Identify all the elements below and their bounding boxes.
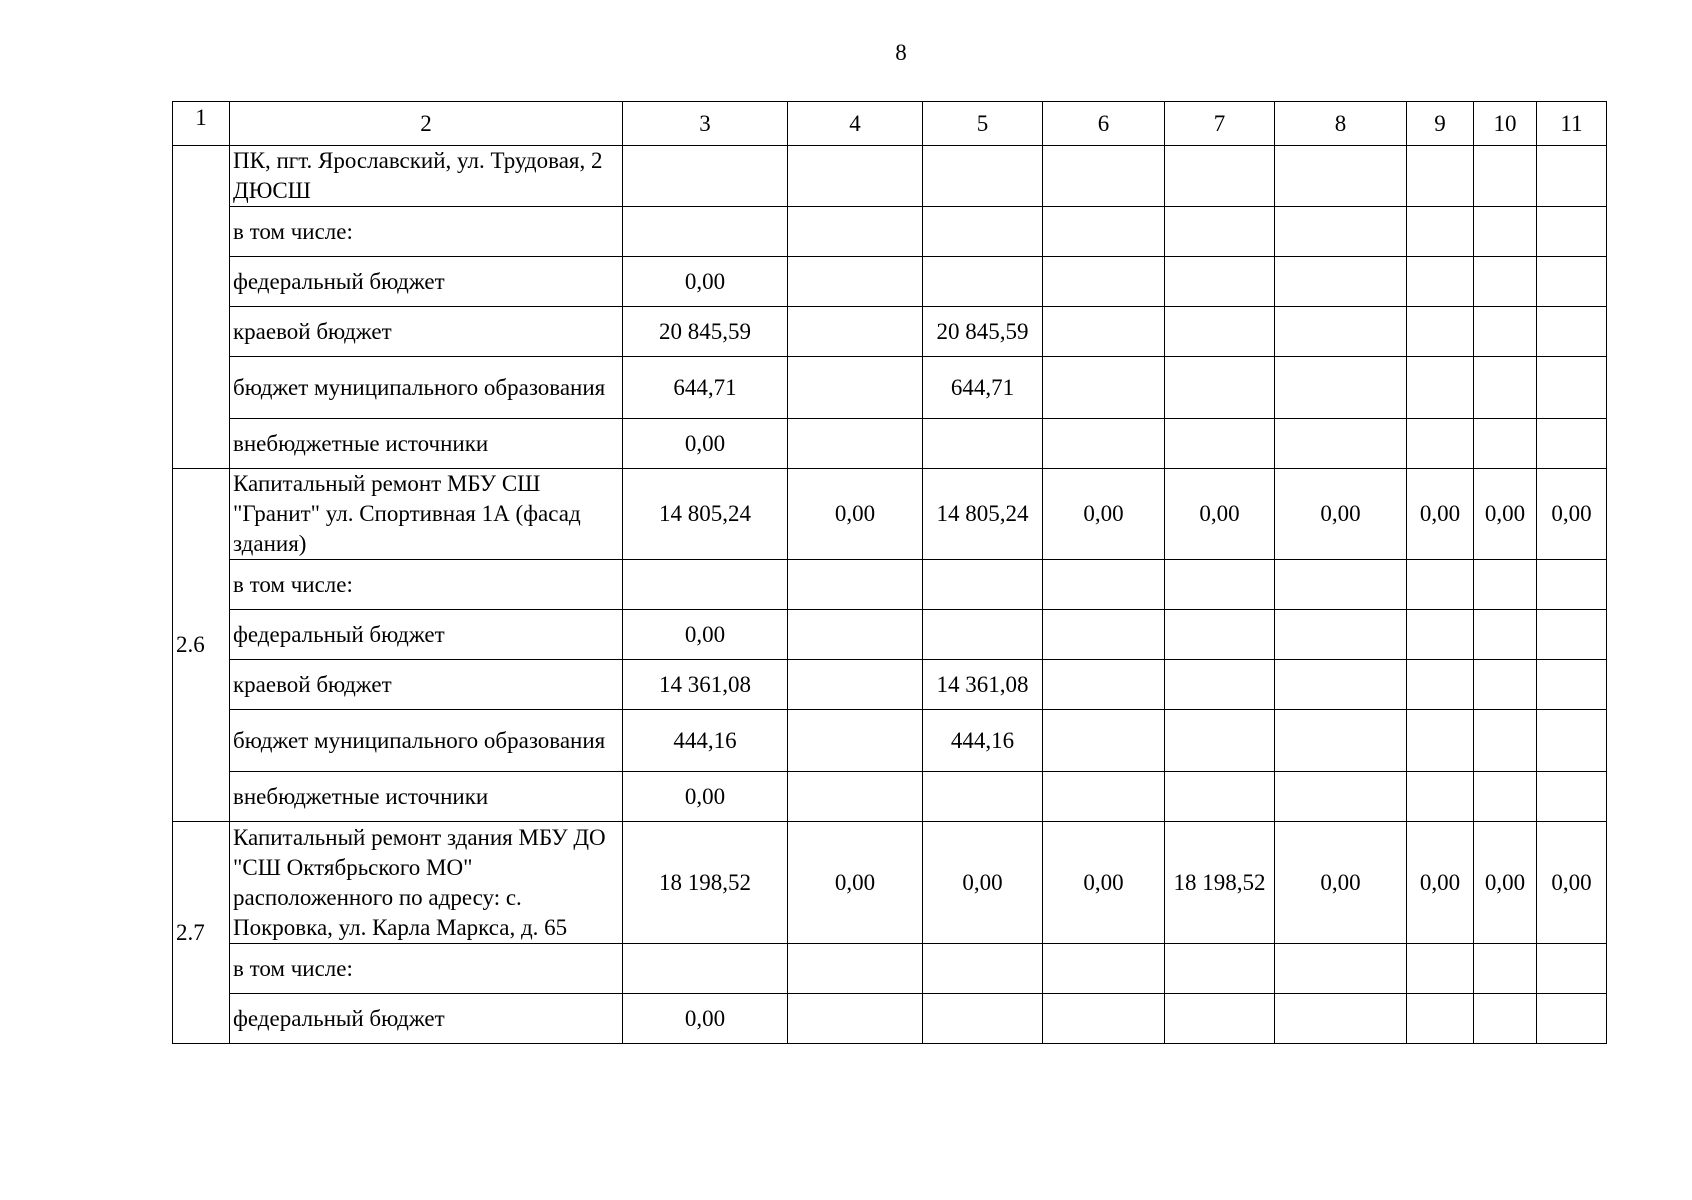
column-header-3: 3 — [623, 102, 788, 146]
value-cell-col-5: 14 805,24 — [923, 469, 1043, 560]
value-cell-col-6 — [1043, 660, 1165, 710]
value-cell-col-6 — [1043, 257, 1165, 307]
item-name-cell: краевой бюджет — [230, 307, 623, 357]
row-number-cell: 2.7 — [173, 822, 230, 1044]
value-cell-col-6: 0,00 — [1043, 469, 1165, 560]
value-cell-col-9 — [1407, 146, 1474, 207]
value-cell-col-11 — [1537, 257, 1607, 307]
item-name-cell: Капитальный ремонт здания МБУ ДО "СШ Октябрьского МО" расположенного по адресу: с. Покровка, ул. Карла Маркса, д. 65 — [230, 822, 623, 944]
value-cell-col-11 — [1537, 772, 1607, 822]
value-cell-col-7: 18 198,52 — [1165, 822, 1275, 944]
value-cell-col-5 — [923, 944, 1043, 994]
value-cell-col-7 — [1165, 357, 1275, 419]
value-cell-col-7 — [1165, 944, 1275, 994]
value-cell-col-3 — [623, 944, 788, 994]
value-cell-col-9 — [1407, 560, 1474, 610]
value-cell-col-5 — [923, 146, 1043, 207]
value-cell-col-10 — [1474, 207, 1537, 257]
value-cell-col-8 — [1275, 207, 1407, 257]
value-cell-col-8 — [1275, 710, 1407, 772]
value-cell-col-9: 0,00 — [1407, 469, 1474, 560]
value-cell-col-11 — [1537, 560, 1607, 610]
table-row — [173, 610, 1607, 660]
value-cell-col-8 — [1275, 357, 1407, 419]
value-cell-col-6 — [1043, 207, 1165, 257]
value-cell-col-11 — [1537, 610, 1607, 660]
table-row — [173, 772, 1607, 822]
table-row — [173, 307, 1607, 357]
value-cell-col-10 — [1474, 257, 1537, 307]
value-cell-col-11 — [1537, 660, 1607, 710]
value-cell-col-3 — [623, 146, 788, 207]
value-cell-col-3: 444,16 — [623, 710, 788, 772]
value-cell-col-11 — [1537, 207, 1607, 257]
value-cell-col-11 — [1537, 307, 1607, 357]
value-cell-col-3 — [623, 207, 788, 257]
value-cell-col-6 — [1043, 772, 1165, 822]
value-cell-col-9 — [1407, 772, 1474, 822]
value-cell-col-5: 20 845,59 — [923, 307, 1043, 357]
value-cell-col-7 — [1165, 560, 1275, 610]
column-header-5: 5 — [923, 102, 1043, 146]
value-cell-col-11 — [1537, 994, 1607, 1044]
value-cell-col-3: 20 845,59 — [623, 307, 788, 357]
value-cell-col-6 — [1043, 146, 1165, 207]
value-cell-col-9 — [1407, 207, 1474, 257]
value-cell-col-4 — [788, 307, 923, 357]
column-header-7: 7 — [1165, 102, 1275, 146]
value-cell-col-4 — [788, 660, 923, 710]
table-row — [173, 357, 1607, 419]
value-cell-col-10 — [1474, 994, 1537, 1044]
value-cell-col-9 — [1407, 610, 1474, 660]
value-cell-col-7 — [1165, 772, 1275, 822]
value-cell-col-9 — [1407, 357, 1474, 419]
item-name-cell: в том числе: — [230, 207, 623, 257]
value-cell-col-11 — [1537, 419, 1607, 469]
value-cell-col-6 — [1043, 307, 1165, 357]
value-cell-col-8 — [1275, 146, 1407, 207]
value-cell-col-3: 14 361,08 — [623, 660, 788, 710]
value-cell-col-11 — [1537, 710, 1607, 772]
item-name-cell: федеральный бюджет — [230, 994, 623, 1044]
item-name-cell: внебюджетные источники — [230, 419, 623, 469]
value-cell-col-9 — [1407, 944, 1474, 994]
value-cell-col-10 — [1474, 772, 1537, 822]
value-cell-col-9 — [1407, 660, 1474, 710]
table-row — [173, 419, 1607, 469]
value-cell-col-11 — [1537, 944, 1607, 994]
value-cell-col-5 — [923, 419, 1043, 469]
item-name-cell: в том числе: — [230, 560, 623, 610]
value-cell-col-7 — [1165, 610, 1275, 660]
value-cell-col-6 — [1043, 944, 1165, 994]
value-cell-col-10 — [1474, 944, 1537, 994]
item-name-cell: ПК, пгт. Ярославский, ул. Трудовая, 2 ДЮСШ — [230, 146, 623, 207]
value-cell-col-7 — [1165, 710, 1275, 772]
value-cell-col-8 — [1275, 660, 1407, 710]
value-cell-col-8 — [1275, 994, 1407, 1044]
value-cell-col-7 — [1165, 419, 1275, 469]
value-cell-col-3: 0,00 — [623, 610, 788, 660]
value-cell-col-3: 0,00 — [623, 419, 788, 469]
value-cell-col-3: 644,71 — [623, 357, 788, 419]
table-row — [173, 944, 1607, 994]
value-cell-col-10 — [1474, 419, 1537, 469]
value-cell-col-10 — [1474, 710, 1537, 772]
column-header-6: 6 — [1043, 102, 1165, 146]
item-name-cell: федеральный бюджет — [230, 610, 623, 660]
value-cell-col-10 — [1474, 660, 1537, 710]
value-cell-col-9 — [1407, 419, 1474, 469]
value-cell-col-7 — [1165, 307, 1275, 357]
value-cell-col-7 — [1165, 257, 1275, 307]
value-cell-col-8 — [1275, 307, 1407, 357]
table-row — [173, 146, 1607, 207]
page-number: 8 — [895, 40, 907, 65]
value-cell-col-5: 0,00 — [923, 822, 1043, 944]
value-cell-col-10 — [1474, 560, 1537, 610]
column-header-11: 11 — [1537, 102, 1607, 146]
value-cell-col-5 — [923, 994, 1043, 1044]
table-row — [173, 994, 1607, 1044]
header-row — [173, 102, 1607, 146]
value-cell-col-4 — [788, 207, 923, 257]
value-cell-col-5 — [923, 257, 1043, 307]
row-number-cell: 2.6 — [173, 469, 230, 822]
value-cell-col-3: 18 198,52 — [623, 822, 788, 944]
value-cell-col-4 — [788, 560, 923, 610]
table-row — [173, 660, 1607, 710]
value-cell-col-11: 0,00 — [1537, 469, 1607, 560]
value-cell-col-4 — [788, 944, 923, 994]
budget-table — [172, 101, 1607, 1044]
value-cell-col-3: 0,00 — [623, 994, 788, 1044]
value-cell-col-6 — [1043, 357, 1165, 419]
value-cell-col-8: 0,00 — [1275, 469, 1407, 560]
value-cell-col-10 — [1474, 307, 1537, 357]
column-header-10: 10 — [1474, 102, 1537, 146]
value-cell-col-5: 14 361,08 — [923, 660, 1043, 710]
item-name-cell: Капитальный ремонт МБУ СШ "Гранит" ул. Спортивная 1А (фасад здания) — [230, 469, 623, 560]
value-cell-col-9 — [1407, 307, 1474, 357]
value-cell-col-6 — [1043, 419, 1165, 469]
value-cell-col-10 — [1474, 146, 1537, 207]
table-row — [173, 257, 1607, 307]
value-cell-col-4: 0,00 — [788, 822, 923, 944]
item-name-cell: в том числе: — [230, 944, 623, 994]
value-cell-col-10: 0,00 — [1474, 469, 1537, 560]
value-cell-col-4 — [788, 772, 923, 822]
value-cell-col-9 — [1407, 710, 1474, 772]
value-cell-col-7 — [1165, 146, 1275, 207]
value-cell-col-5 — [923, 560, 1043, 610]
column-header-1: 1 — [173, 102, 230, 146]
value-cell-col-10 — [1474, 357, 1537, 419]
item-name-cell: краевой бюджет — [230, 660, 623, 710]
value-cell-col-10 — [1474, 610, 1537, 660]
value-cell-col-4 — [788, 610, 923, 660]
value-cell-col-6: 0,00 — [1043, 822, 1165, 944]
value-cell-col-7: 0,00 — [1165, 469, 1275, 560]
value-cell-col-11 — [1537, 357, 1607, 419]
table-row — [173, 560, 1607, 610]
value-cell-col-8 — [1275, 419, 1407, 469]
value-cell-col-4 — [788, 419, 923, 469]
value-cell-col-8 — [1275, 257, 1407, 307]
value-cell-col-6 — [1043, 994, 1165, 1044]
value-cell-col-9: 0,00 — [1407, 822, 1474, 944]
value-cell-col-8 — [1275, 610, 1407, 660]
value-cell-col-5 — [923, 772, 1043, 822]
column-header-9: 9 — [1407, 102, 1474, 146]
value-cell-col-8: 0,00 — [1275, 822, 1407, 944]
value-cell-col-5 — [923, 207, 1043, 257]
value-cell-col-11: 0,00 — [1537, 822, 1607, 944]
value-cell-col-8 — [1275, 772, 1407, 822]
value-cell-col-7 — [1165, 994, 1275, 1044]
value-cell-col-9 — [1407, 257, 1474, 307]
value-cell-col-3: 14 805,24 — [623, 469, 788, 560]
value-cell-col-8 — [1275, 944, 1407, 994]
table-row — [173, 207, 1607, 257]
table-row — [173, 469, 1607, 560]
value-cell-col-4 — [788, 146, 923, 207]
item-name-cell: внебюджетные источники — [230, 772, 623, 822]
item-name-cell: федеральный бюджет — [230, 257, 623, 307]
value-cell-col-9 — [1407, 994, 1474, 1044]
value-cell-col-4 — [788, 710, 923, 772]
row-number-cell — [173, 146, 230, 469]
column-header-8: 8 — [1275, 102, 1407, 146]
value-cell-col-7 — [1165, 660, 1275, 710]
value-cell-col-6 — [1043, 560, 1165, 610]
value-cell-col-10: 0,00 — [1474, 822, 1537, 944]
value-cell-col-3: 0,00 — [623, 257, 788, 307]
value-cell-col-4 — [788, 257, 923, 307]
value-cell-col-6 — [1043, 610, 1165, 660]
value-cell-col-4 — [788, 357, 923, 419]
table-row — [173, 822, 1607, 944]
item-name-cell: бюджет муниципального образования — [230, 710, 623, 772]
value-cell-col-5: 444,16 — [923, 710, 1043, 772]
value-cell-col-5: 644,71 — [923, 357, 1043, 419]
value-cell-col-5 — [923, 610, 1043, 660]
value-cell-col-7 — [1165, 207, 1275, 257]
column-header-2: 2 — [230, 102, 623, 146]
value-cell-col-4 — [788, 994, 923, 1044]
column-header-4: 4 — [788, 102, 923, 146]
value-cell-col-11 — [1537, 146, 1607, 207]
value-cell-col-8 — [1275, 560, 1407, 610]
value-cell-col-4: 0,00 — [788, 469, 923, 560]
value-cell-col-3: 0,00 — [623, 772, 788, 822]
value-cell-col-6 — [1043, 710, 1165, 772]
table-row — [173, 710, 1607, 772]
item-name-cell: бюджет муниципального образования — [230, 357, 623, 419]
value-cell-col-3 — [623, 560, 788, 610]
